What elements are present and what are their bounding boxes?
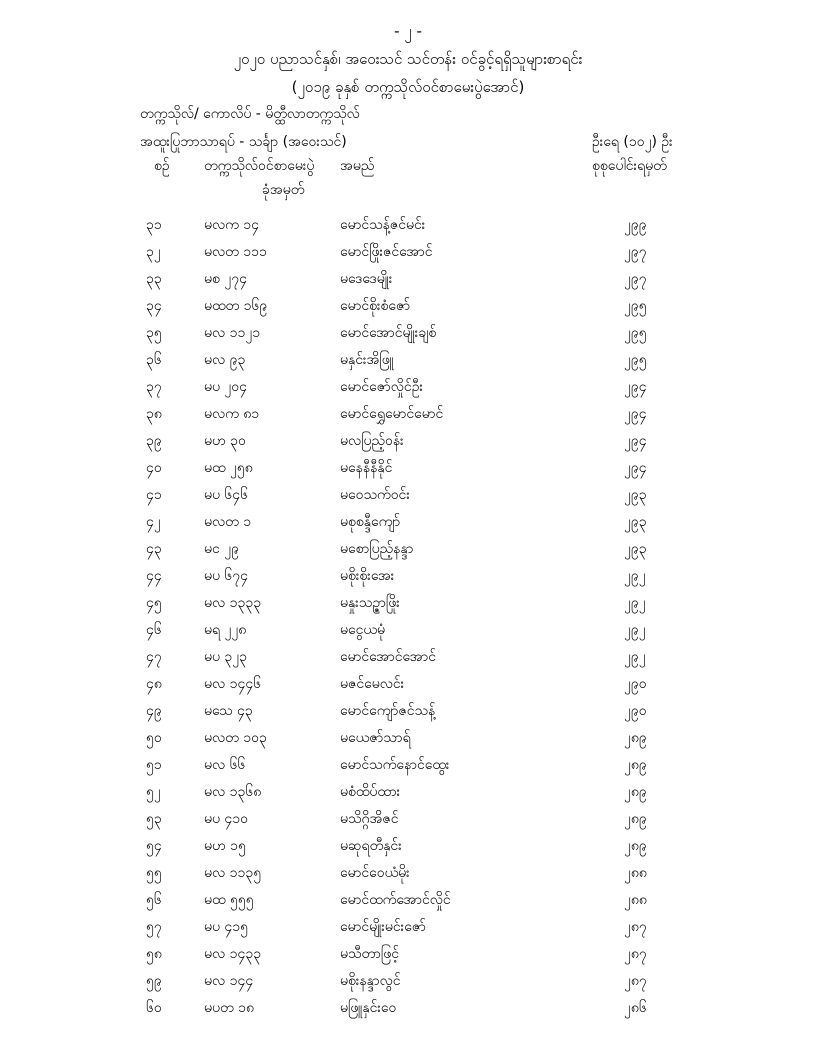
row-name: မောင်ဇော်လှိုင်ဦး — [340, 379, 424, 395]
table-row — [0, 858, 816, 885]
row-name: မသိဂ္ဂိအိဇင် — [340, 811, 399, 827]
row-name: မစုစန္ဒီကျော် — [340, 514, 401, 530]
row-roll: မထတ ၁၆၉ — [204, 298, 268, 314]
row-roll: မပ ၄၁၀ — [204, 811, 249, 827]
row-total: ၂၉၅ — [624, 352, 647, 368]
row-total: ၂၉၀ — [624, 703, 647, 719]
row-serial: ၆၀ — [146, 1000, 162, 1016]
table-row — [0, 588, 816, 615]
row-serial: ၃၅ — [146, 325, 162, 341]
row-total: ၂၈၉ — [624, 838, 647, 854]
row-serial: ၅၉ — [146, 973, 162, 989]
document-title: ၂၀၂၀ ပညာသင်နှစ်၊ အဝေးသင် သင်တန်း ဝင်ခွင့်ရရှိသူများစာရင်း — [233, 50, 583, 68]
header-roll-line2: ခုံအမှတ် — [262, 182, 305, 198]
row-roll: မလတ ၁၀၃ — [204, 730, 267, 746]
table-row — [0, 993, 816, 1020]
row-total: ၂၈၇ — [624, 919, 647, 935]
row-total: ၂၈၉ — [624, 757, 647, 773]
row-name: မဝေသက်ဝင်း — [340, 487, 410, 503]
row-name: မစိုးနန္ဒာလွင် — [340, 973, 401, 989]
table-row — [0, 561, 816, 588]
table-row — [0, 696, 816, 723]
row-roll: မလက ၈၁ — [204, 406, 260, 422]
row-name: မယေဇာ်သာရ် — [340, 730, 411, 746]
row-roll: မပ ၂၀၄ — [204, 379, 248, 395]
row-serial: ၅၇ — [146, 919, 162, 935]
row-roll: မထ ၂၅၈ — [204, 460, 253, 476]
row-total: ၂၈၇ — [624, 946, 647, 962]
row-name: မဆုရတီနှင်း — [340, 838, 402, 854]
table-row — [0, 642, 816, 669]
row-roll: မဟ ၁၅ — [204, 838, 246, 854]
row-total: ၂၉၃ — [624, 487, 647, 503]
row-roll: မလတ ၁၁၁ — [204, 244, 267, 260]
row-name: မနေနီနီနိုင် — [340, 460, 393, 476]
table-row — [0, 750, 816, 777]
row-total: ၂၉၄ — [624, 433, 647, 449]
row-roll: မလ ၁၁၂၁ — [204, 325, 261, 341]
row-serial: ၅၂ — [146, 784, 161, 800]
table-row — [0, 885, 816, 912]
row-serial: ၃၁ — [146, 217, 162, 233]
row-total: ၂၉၄ — [624, 406, 647, 422]
table-row — [0, 777, 816, 804]
row-roll: မလတ ၁ — [204, 514, 252, 530]
row-name: မစံထိပ်ထား — [340, 784, 401, 800]
row-roll: မလ ၁၃၆၈ — [204, 784, 262, 800]
male-count: ဦးရေ (၁၀၂) ဦး — [592, 134, 673, 150]
row-total: ၂၉၅ — [624, 298, 647, 314]
row-serial: ၄၄ — [146, 568, 162, 584]
row-serial: ၄၀ — [146, 460, 162, 476]
row-total: ၂၉၂ — [624, 622, 646, 638]
table-row — [0, 453, 816, 480]
row-roll: မသေ ၄၃ — [204, 703, 253, 719]
row-name: မငွေယမုံ — [340, 622, 385, 638]
table-row — [0, 534, 816, 561]
row-total: ၂၉၃ — [624, 541, 647, 557]
document-subtitle: (၂၀၁၉ ခုနှစ် တက္ကသိုလ်ဝင်စာမေးပွဲအောင်) — [291, 78, 525, 96]
row-total: ၂၉၂ — [624, 568, 646, 584]
row-roll: မပ ၃၂၃ — [204, 649, 248, 665]
row-serial: ၃၂ — [146, 244, 161, 260]
row-roll: မလ ၆၆ — [204, 757, 246, 773]
row-serial: ၃၄ — [146, 298, 162, 314]
row-serial: ၃၈ — [146, 406, 162, 422]
row-total: ၂၉၄ — [624, 379, 647, 395]
row-serial: ၅၁ — [146, 757, 162, 773]
row-serial: ၄၂ — [146, 514, 161, 530]
row-serial: ၄၉ — [146, 703, 162, 719]
table-row — [0, 426, 816, 453]
row-roll: မပတ ၁၈ — [204, 1000, 254, 1016]
university-line: တက္ကသိုလ်/ ကောလိပ် - မိတ္ထီလာတက္ကသိုလ် — [140, 106, 360, 122]
header-serial: စဉ် — [154, 158, 170, 174]
row-roll: မစ ၂၇၄ — [204, 271, 247, 287]
row-roll: မပ ၆၇၄ — [204, 568, 249, 584]
row-roll: မလ ၁၄၄ — [204, 973, 254, 989]
table-row — [0, 480, 816, 507]
row-serial: ၄၅ — [146, 595, 162, 611]
table-row — [0, 507, 816, 534]
row-total: ၂၈၈ — [624, 892, 647, 908]
row-total: ၂၈၉ — [624, 784, 647, 800]
row-total: ၂၈၈ — [624, 865, 647, 881]
row-roll: မဟ ၃၀ — [204, 433, 246, 449]
row-name: မသီတာဖြင့် — [340, 946, 400, 962]
row-roll: မလ ၁၁၃၅ — [204, 865, 262, 881]
row-serial: ၅၅ — [146, 865, 162, 881]
row-total: ၂၉၉ — [624, 217, 647, 233]
row-roll: မလ ၁၄၃၃ — [204, 946, 262, 962]
row-roll: မပ ၄၁၅ — [204, 919, 249, 935]
header-roll: တက္ကသိုလ်ဝင်စာမေးပွဲ — [204, 158, 315, 174]
row-serial: ၄၈ — [146, 676, 162, 692]
row-total: ၂၈၇ — [624, 973, 647, 989]
row-serial: ၅၀ — [146, 730, 162, 746]
row-total: ၂၉၅ — [624, 325, 647, 341]
row-total: ၂၉၇ — [624, 271, 647, 287]
table-row — [0, 912, 816, 939]
row-name: မောင်ဝေယံမိုး — [340, 865, 410, 881]
row-serial: ၅၈ — [146, 946, 162, 962]
row-serial: ၅၆ — [146, 892, 162, 908]
row-roll: မလ ၁၄၄၆ — [204, 676, 262, 692]
row-name: မစောပြည့်နန္ဒာ — [340, 541, 414, 557]
row-serial: ၅၄ — [146, 838, 162, 854]
table-row — [0, 966, 816, 993]
table-row — [0, 237, 816, 264]
row-roll: မရ ၂၂၈ — [204, 622, 247, 638]
row-total: ၂၉၃ — [624, 514, 647, 530]
row-roll: မလက ၁၄ — [204, 217, 260, 233]
row-total: ၂၉၀ — [624, 676, 647, 692]
row-name: မဖြူနှင်းဝေ — [340, 1000, 397, 1016]
row-total: ၂၉၂ — [624, 595, 646, 611]
row-name: မလပြည့်ဝန်း — [340, 433, 404, 449]
row-name: မဇင်မေလင်း — [340, 676, 405, 692]
row-total: ၂၈၉ — [624, 730, 647, 746]
row-name: မောင်ထက်အောင်လှိုင် — [340, 892, 451, 908]
row-total: ၂၈၉ — [624, 811, 647, 827]
page-number: - ၂ - — [394, 22, 422, 40]
table-row — [0, 318, 816, 345]
row-name: မောင်စိုးစံဇော် — [340, 298, 411, 314]
table-row — [0, 372, 816, 399]
row-total: ၂၈၆ — [624, 1000, 647, 1016]
row-name: မောင်သက်နောင်ထွေး — [340, 757, 450, 773]
row-name: မောင်အောင်အောင် — [340, 649, 436, 665]
row-name: မနှုးသဉ္ဇာဖြိုး — [340, 595, 400, 611]
row-serial: ၄၁ — [146, 487, 162, 503]
row-roll: မလ ၉၃ — [204, 352, 246, 368]
row-name: မောင်အောင်မျိုးချစ် — [340, 325, 437, 341]
table-row — [0, 804, 816, 831]
table-row — [0, 264, 816, 291]
row-name: မောင်ရွှေမောင်မောင် — [340, 406, 444, 422]
table-row — [0, 210, 816, 237]
row-serial: ၄၆ — [146, 622, 162, 638]
row-roll: မင ၂၉ — [204, 541, 239, 557]
row-name: မောင်သန့်ဇင်မင်း — [340, 217, 426, 233]
table-row — [0, 723, 816, 750]
row-name: မောင်ကျော်ဇင်သန့် — [340, 703, 436, 719]
row-roll: မလ ၁၃၃၃ — [204, 595, 262, 611]
row-name: မစိုးစိုးအေး — [340, 568, 395, 584]
row-roll: မထ ၅၅၅ — [204, 892, 254, 908]
table-row — [0, 939, 816, 966]
row-serial: ၄၇ — [146, 649, 162, 665]
row-total: ၂၉၄ — [624, 460, 647, 476]
header-total: စုစုပေါင်းရမှတ် — [592, 158, 667, 174]
row-serial: ၅၃ — [146, 811, 162, 827]
row-total: ၂၉၇ — [624, 244, 647, 260]
row-serial: ၃၃ — [146, 271, 162, 287]
row-name: မနှင်းအိဖြူ — [340, 352, 394, 368]
row-name: မဒေဒေမျိုး — [340, 271, 393, 287]
row-serial: ၃၉ — [146, 433, 162, 449]
row-serial: ၃၇ — [146, 379, 162, 395]
row-name: မောင်ဖြိုးဇင်အောင် — [340, 244, 433, 260]
table-row — [0, 669, 816, 696]
table-row — [0, 345, 816, 372]
table-row — [0, 291, 816, 318]
row-serial: ၄၃ — [146, 541, 162, 557]
table-row — [0, 399, 816, 426]
row-total: ၂၉၂ — [624, 649, 646, 665]
row-name: မောင်မျိုးမင်းဇော် — [340, 919, 426, 935]
table-row — [0, 615, 816, 642]
header-name: အမည် — [340, 158, 375, 174]
row-serial: ၃၆ — [146, 352, 162, 368]
results-table — [0, 210, 816, 1020]
subject-line: အထူးပြုဘာသာရပ် - သင်္ချာ (အဝေးသင်) — [140, 134, 347, 150]
row-roll: မပ ၆၄၆ — [204, 487, 249, 503]
table-row — [0, 831, 816, 858]
